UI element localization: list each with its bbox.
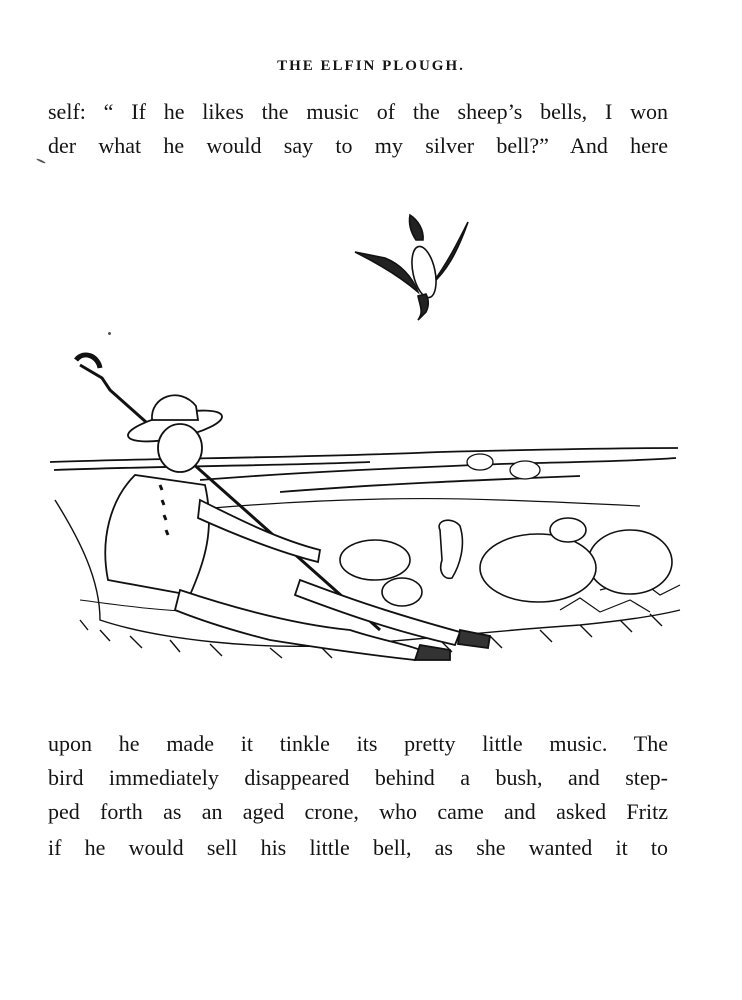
paper-speck bbox=[108, 332, 111, 335]
woodcut-illustration bbox=[40, 200, 690, 710]
text-line-top-1: self: “ If he likes the music of the sheep’s bells, I won bbox=[48, 99, 668, 124]
text-line-top-2: der what he would say to my silver bell?” And here bbox=[48, 133, 668, 158]
text-line-bottom-2: bird immediately disappeared behind a bush, and step- bbox=[48, 765, 668, 790]
running-title: THE ELFIN PLOUGH. bbox=[277, 58, 465, 74]
text-line-bottom-3: ped forth as an aged crone, who came and asked Fritz bbox=[48, 799, 668, 824]
text-line-bottom-1: upon he made it tinkle its pretty little music. The bbox=[48, 731, 668, 756]
paper-speck bbox=[36, 158, 46, 164]
text-line-bottom-4: if he would sell his little bell, as she wanted it to bbox=[48, 835, 668, 860]
distant-sheep bbox=[467, 454, 540, 479]
shepherd-boy bbox=[76, 355, 490, 660]
sheep-group bbox=[340, 518, 672, 606]
bird-illustration bbox=[355, 215, 468, 320]
